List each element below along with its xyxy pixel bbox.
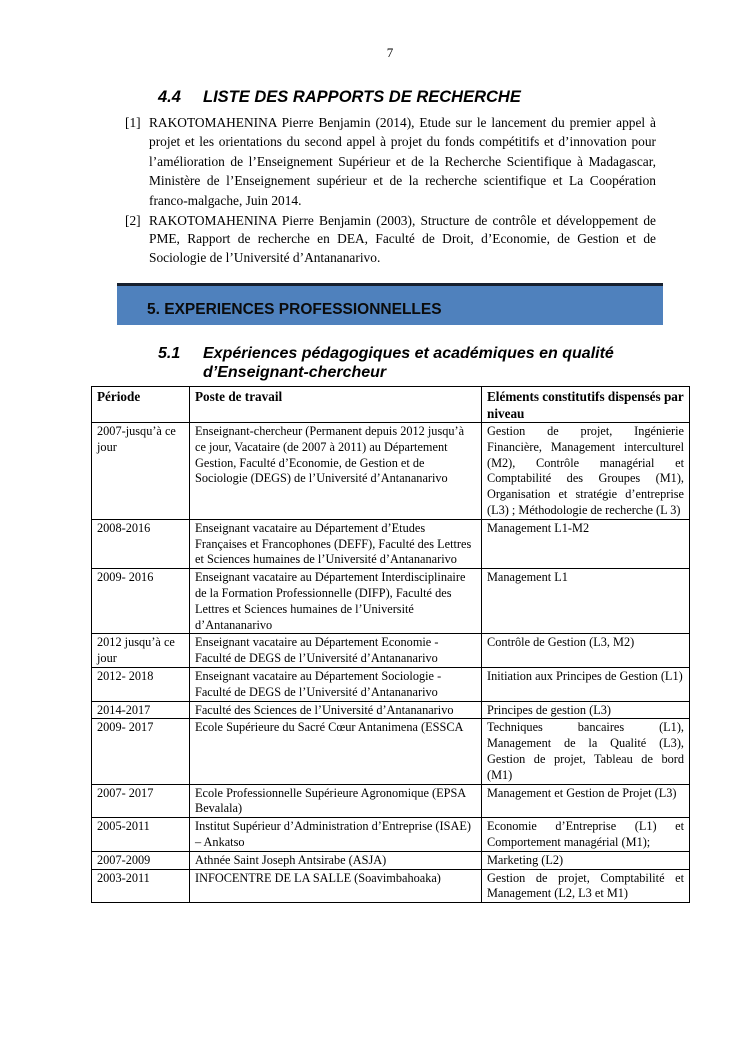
cell-period: 2009- 2017: [92, 719, 190, 784]
subsection-number: 5.1: [158, 345, 181, 362]
cell-post: Enseignant vacataire au Département Economie - Faculté de DEGS de l’Université d’Antananarivo: [190, 634, 482, 668]
table-row: [92, 869, 690, 903]
page-number: 7: [386, 45, 394, 60]
table-row: [92, 519, 690, 568]
cell-post: Athnée Saint Joseph Antsirabe (ASJA): [190, 851, 482, 869]
table-row: [92, 423, 690, 520]
reference-item: [125, 113, 656, 210]
cell-elements: Gestion de projet, Comptabilité et Management (L2, L3 et M1): [482, 869, 690, 903]
header-period: Période: [92, 387, 190, 423]
cell-elements: Contrôle de Gestion (L3, M2): [482, 634, 690, 668]
cell-post: Institut Supérieur d’Administration d’Entreprise (ISAE) – Ankatso: [190, 818, 482, 852]
cell-period: 2007- 2017: [92, 784, 190, 818]
cell-elements: Management L1: [482, 569, 690, 634]
cell-period: 2008-2016: [92, 519, 190, 568]
cell-period: 2012 jusqu’à ce jour: [92, 634, 190, 668]
section-heading-5-1: [158, 344, 673, 382]
table-row: [92, 569, 690, 634]
cell-elements: Management L1-M2: [482, 519, 690, 568]
section-5-banner: [117, 283, 663, 325]
cell-elements: Marketing (L2): [482, 851, 690, 869]
header-post: Poste de travail: [190, 387, 482, 423]
table-row: [92, 818, 690, 852]
cell-period: 2003-2011: [92, 869, 190, 903]
cell-elements: Techniques bancaires (L1), Management de la Qualité (L3), Gestion de projet, Tableau de bord (M1): [482, 719, 690, 784]
experience-table: [91, 386, 690, 903]
cell-post: Enseignant vacataire au Département Sociologie - Faculté de DEGS de l’Université d’Antananarivo: [190, 667, 482, 701]
reference-text: RAKOTOMAHENINA Pierre Benjamin (2014), Etude sur le lancement du premier appel à projet et les orientations du second appel à projet du fonds compétitifs et d’innovation pour l’amélioration de l’Enseignement Supérieur et de la Recherche Scientifique à Madagascar, Ministère de l’Enseignement supérieur et de la recherche scientifique et La Coopération franco-malgache, Juin 2014.: [149, 115, 656, 208]
table-row: [92, 701, 690, 719]
header-elements: Eléments constitutifs dispensés par niveau: [482, 387, 690, 423]
table-header-row: [92, 387, 690, 423]
cell-post: INFOCENTRE DE LA SALLE (Soavimbahoaka): [190, 869, 482, 903]
cell-elements: Principes de gestion (L3): [482, 701, 690, 719]
section-number: 4.4: [158, 88, 181, 106]
cell-post: Ecole Supérieure du Sacré Cœur Antanimena (ESSCA: [190, 719, 482, 784]
cell-post: Enseignant vacataire au Département Interdisciplinaire de la Formation Professionnelle (DIFP), Faculté des Lettres et Sciences humaines de l’Université d’Antananarivo: [190, 569, 482, 634]
section-5-title: 5. EXPERIENCES PROFESSIONNELLES: [147, 301, 442, 318]
table-row: [92, 851, 690, 869]
section-title: LISTE DES RAPPORTS DE RECHERCHE: [203, 88, 521, 106]
cell-period: 2005-2011: [92, 818, 190, 852]
cell-elements: Economie d’Entreprise (L1) et Comportement managérial (M1);: [482, 818, 690, 852]
cell-period: 2007-jusqu’à ce jour: [92, 423, 190, 520]
table-row: [92, 634, 690, 668]
reference-index: [2]: [125, 213, 141, 228]
cell-period: 2014-2017: [92, 701, 190, 719]
table-row: [92, 667, 690, 701]
reference-text: RAKOTOMAHENINA Pierre Benjamin (2003), Structure de contrôle et développement de PME, Rapport de recherche en DEA, Faculté de Droit, d’Economie, de Gestion et de Sociologie de l’Université d’Antananarivo.: [149, 213, 656, 265]
cell-post: Faculté des Sciences de l’Université d’Antananarivo: [190, 701, 482, 719]
cell-post: Enseignant vacataire au Département d’Etudes Françaises et Francophones (DEFF), Faculté des Lettres et Sciences humaines de l’Université d’Antananarivo: [190, 519, 482, 568]
subsection-title: Expériences pédagogiques et académiques en qualité d’Enseignant-chercheur: [203, 345, 614, 381]
cell-post: Enseignant-chercheur (Permanent depuis 2012 jusqu’à ce jour, Vacataire (de 2007 à 2011) au Département Gestion, Faculté d’Economie, de Gestion et de Sociologie (DEGS) de l’Université d’Antananarivo: [190, 423, 482, 520]
cell-post: Ecole Professionnelle Supérieure Agronomique (EPSA Bevalala): [190, 784, 482, 818]
cell-period: 2012- 2018: [92, 667, 190, 701]
section-heading-4-4: [158, 88, 521, 107]
table-row: [92, 719, 690, 784]
table-row: [92, 784, 690, 818]
cell-period: 2007-2009: [92, 851, 190, 869]
cell-elements: Management et Gestion de Projet (L3): [482, 784, 690, 818]
reference-index: [1]: [125, 115, 141, 130]
cell-elements: Initiation aux Principes de Gestion (L1): [482, 667, 690, 701]
reference-item: [125, 212, 656, 267]
cell-period: 2009- 2016: [92, 569, 190, 634]
cell-elements: Gestion de projet, Ingénierie Financière, Management interculturel (M2), Contrôle managérial et Comptabilité des Groupes (M1), Organisation et stratégie d’entreprise (L3) ; Méthodologie de recherche (L 3): [482, 423, 690, 520]
